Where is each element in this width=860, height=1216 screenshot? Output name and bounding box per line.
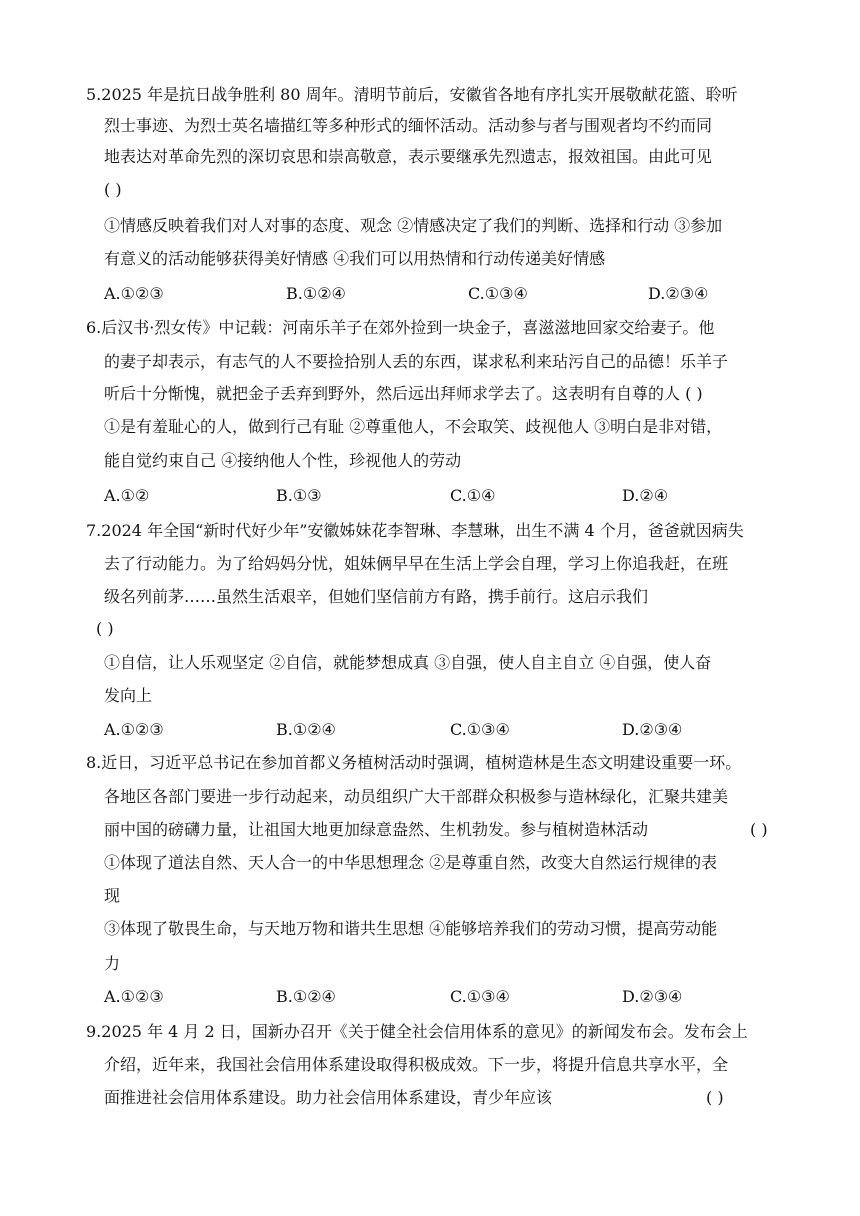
question-5-option-a: A.①②③: [104, 284, 164, 303]
question-5-answer-bracket: ( ): [104, 180, 122, 199]
question-5-option-c: C.①③④: [468, 284, 528, 303]
question-6-option-b: B.①③: [276, 486, 322, 505]
question-6-option-a: A.①②: [104, 486, 150, 505]
question-7-option-d: D.②③④: [622, 720, 683, 739]
question-7-stem-line-3: 级名列前茅……虽然生活艰辛，但她们坚信前方有路，携手前行。这启示我们: [104, 587, 649, 606]
question-7-option-c: C.①③④: [450, 720, 510, 739]
question-8-option-d: D.②③④: [622, 987, 683, 1006]
question-7-option-a: A.①②③: [104, 720, 164, 739]
question-8-answer-bracket: ( ): [750, 820, 768, 839]
question-6-option-d: D.②④: [622, 486, 669, 505]
question-8-stem-line-3: 丽中国的磅礴力量，让祖国大地更加绿意盎然、生机勃发。参与植树造林活动: [104, 820, 649, 839]
question-9-stem-line-1: 9.2025 年 4 月 2 日，国新办召开《关于健全社会信用体系的意见》的新闻发布会。发布会上: [86, 1022, 748, 1041]
question-8-option-b: B.①②④: [276, 987, 336, 1006]
question-9-answer-bracket: ( ): [706, 1088, 724, 1107]
question-6-stem-line-2: 的妻子却表示，有志气的人不要捡拾别人丢的东西，谋求私利来玷污自己的品德！乐羊子: [104, 352, 729, 371]
question-6-stem-line-3: 听后十分惭愧，就把金子丢弃到野外，然后远出拜师求学去了。这表明有自尊的人 ( ): [104, 384, 703, 403]
question-6-stem-line-1: 6.后汉书·烈女传》中记载：河南乐羊子在郊外捡到一块金子，喜滋滋地回家交给妻子。他: [86, 318, 715, 337]
question-9-stem-line-2: 介绍，近年来，我国社会信用体系建设取得积极成效。下一步，将提升信息共享水平，全: [104, 1055, 729, 1074]
question-6-statements-line-2: 能自觉约束自己 ④接纳他人个性，珍视他人的劳动: [104, 451, 462, 470]
question-8-stem-line-2: 各地区各部门要进一步行动起来，动员组织广大干部群众积极参与造林绿化，汇聚共建美: [104, 787, 729, 806]
question-5-stem-line-1: 5.2025 年是抗日战争胜利 80 周年。清明节前后，安徽省各地有序扎实开展敬献花篮、聆听: [86, 85, 738, 104]
question-8-option-c: C.①③④: [450, 987, 510, 1006]
question-7-option-b: B.①②④: [276, 720, 336, 739]
question-5-option-b: B.①②④: [286, 284, 346, 303]
question-7-stem-line-1: 7.2024 年全国“新时代好少年”安徽姊妹花李智琳、李慧琳，出生不满 4 个月，爸爸就因病失: [86, 521, 744, 540]
question-9-stem-line-3: 面推进社会信用体系建设。助力社会信用体系建设，青少年应该: [104, 1088, 553, 1107]
question-7-statements-line-2: 发向上: [104, 686, 153, 705]
question-8-statements-line-4: 力: [104, 954, 121, 973]
question-6-option-c: C.①④: [450, 486, 496, 505]
question-7-stem-line-2: 去了行动能力。为了给妈妈分忧，姐妹俩早早在生活上学会自理，学习上你追我赶，在班: [104, 554, 729, 573]
question-8-statements-line-3: ③体现了敬畏生命，与天地万物和谐共生思想 ④能够培养我们的劳动习惯，提高劳动能: [104, 919, 718, 938]
question-7-statements-line-1: ①自信，让人乐观坚定 ②自信，就能梦想成真 ③自强，使人自主自立 ④自强，使人奋: [104, 653, 712, 672]
question-5-statements-line-1: ①情感反映着我们对人对事的态度、观念 ②情感决定了我们的判断、选择和行动 ③参加: [104, 216, 723, 235]
question-5-statements-line-2: 有意义的活动能够获得美好情感 ④我们可以用热情和行动传递美好情感: [104, 249, 606, 268]
question-7-answer-bracket: ( ): [96, 619, 114, 638]
question-5-stem-line-2: 烈士事迹、为烈士英名墙描红等多种形式的缅怀活动。活动参与者与围观者均不约而同: [104, 116, 713, 135]
question-5-stem-line-3: 地表达对革命先烈的深切哀思和崇高敬意，表示要继承先烈遗志，报效祖国。由此可见: [104, 147, 713, 166]
question-5-option-d: D.②③④: [648, 284, 709, 303]
question-8-statements-line-1: ①体现了道法自然、天人合一的中华思想理念 ②是尊重自然，改变大自然运行规律的表: [104, 853, 718, 872]
question-8-statements-line-2: 现: [104, 886, 121, 905]
question-6-statements-line-1: ①是有羞耻心的人，做到行己有耻 ②尊重他人，不会取笑、歧视他人 ③明白是非对错，: [104, 417, 723, 436]
question-8-stem-line-1: 8.近日，习近平总书记在参加首都义务植树活动时强调，植树造林是生态文明建设重要一环。: [86, 753, 742, 772]
question-8-option-a: A.①②③: [104, 987, 164, 1006]
